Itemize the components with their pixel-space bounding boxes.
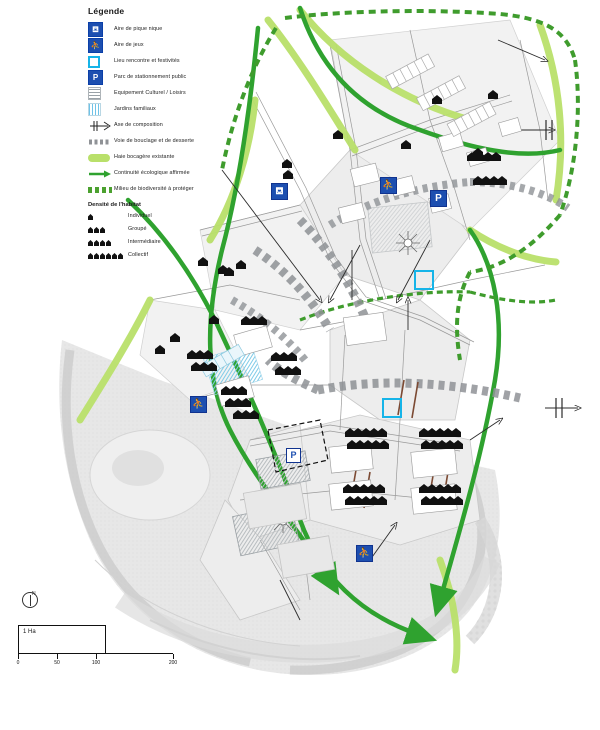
playground-north-east-pictogram[interactable]: ⛹ [380, 177, 397, 194]
green-arrow-icon [88, 167, 114, 181]
legend-label: Parc de stationnement public [114, 73, 187, 80]
grey-hatch-icon [88, 87, 114, 101]
blue-hatch-icon [88, 103, 114, 117]
density-item-intermediate [88, 237, 288, 249]
legend-label: Haie bocagère existante [114, 153, 175, 160]
legend-panel [88, 6, 288, 263]
scale-tick-200: 200 [168, 660, 178, 666]
scale-tick-50: 50 [54, 660, 60, 666]
parking-north-east-pictogram[interactable]: P [430, 190, 447, 207]
parking-icon: P [88, 71, 114, 85]
legend-item-equipment [88, 86, 288, 101]
legend-item-picnic [88, 22, 288, 37]
legend-label: Equipement Culturel / Loisirs [114, 89, 186, 96]
cyan-square-icon [88, 55, 114, 69]
density-title: Densité de l'habitat [88, 202, 141, 208]
density-houses-1 [88, 214, 128, 220]
picnic-icon: ⛾ [88, 23, 114, 37]
meeting-place-south-marker[interactable] [382, 398, 402, 418]
legend-label: Aire de pique nique [114, 25, 163, 32]
meeting-place-center-marker[interactable] [414, 270, 434, 290]
green-dashed-icon [88, 183, 114, 197]
legend-item-playground [88, 38, 288, 53]
legend-item-meeting-place [88, 54, 288, 69]
density-label: Groupé [128, 226, 147, 233]
legend-label: Continuité écologique affirmée [114, 169, 190, 176]
legend-label: Axe de composition [114, 121, 163, 128]
legend-title: Légende [88, 6, 125, 16]
north-arrow [22, 592, 42, 612]
legend-item-parking [88, 70, 288, 85]
legend-label: Aire de jeux [114, 41, 144, 48]
legend-label: Voie de bouclage et de desserte [114, 137, 195, 144]
legend-label: Milieu de biodiversité à protéger [114, 185, 194, 192]
legend-item-composition-axis [88, 118, 288, 133]
density-label: Collectif [128, 252, 149, 259]
service-road-icon [88, 135, 114, 149]
north-label: N [32, 591, 36, 597]
density-houses-6 [88, 253, 128, 259]
scale-tick-100: 100 [91, 660, 101, 666]
scale-bar [16, 625, 178, 666]
legend-item-biodiversity [88, 182, 288, 197]
playground-west-pictogram[interactable]: ⛹ [190, 396, 207, 413]
density-item-individual [88, 211, 288, 223]
legend-label: Lieu rencontre et festivités [114, 57, 180, 64]
scale-tick-0: 0 [16, 660, 20, 666]
hectare-label: 1 Ha [23, 629, 36, 635]
playground-south-pictogram[interactable]: ⛹ [356, 545, 373, 562]
legend-item-service-road [88, 134, 288, 149]
legend-label: Jardins familiaux [114, 105, 156, 112]
legend-item-gardens [88, 102, 288, 117]
density-houses-3 [88, 227, 128, 233]
green-hedge-icon [88, 151, 114, 165]
legend-item-hedge [88, 150, 288, 165]
playground-icon: ⛹ [88, 39, 114, 53]
density-item-grouped [88, 224, 288, 236]
legend-item-ecological-continuity [88, 166, 288, 181]
density-item-collective [88, 250, 288, 262]
density-label: Individuel [128, 213, 152, 220]
density-label: Intermédiaire [128, 239, 161, 246]
density-houses-4 [88, 240, 128, 246]
parking-south-west-pictogram[interactable]: P [286, 448, 301, 463]
composition-axis-icon [88, 119, 114, 133]
picnic-area-north-pictogram[interactable]: ⛾ [271, 183, 288, 200]
